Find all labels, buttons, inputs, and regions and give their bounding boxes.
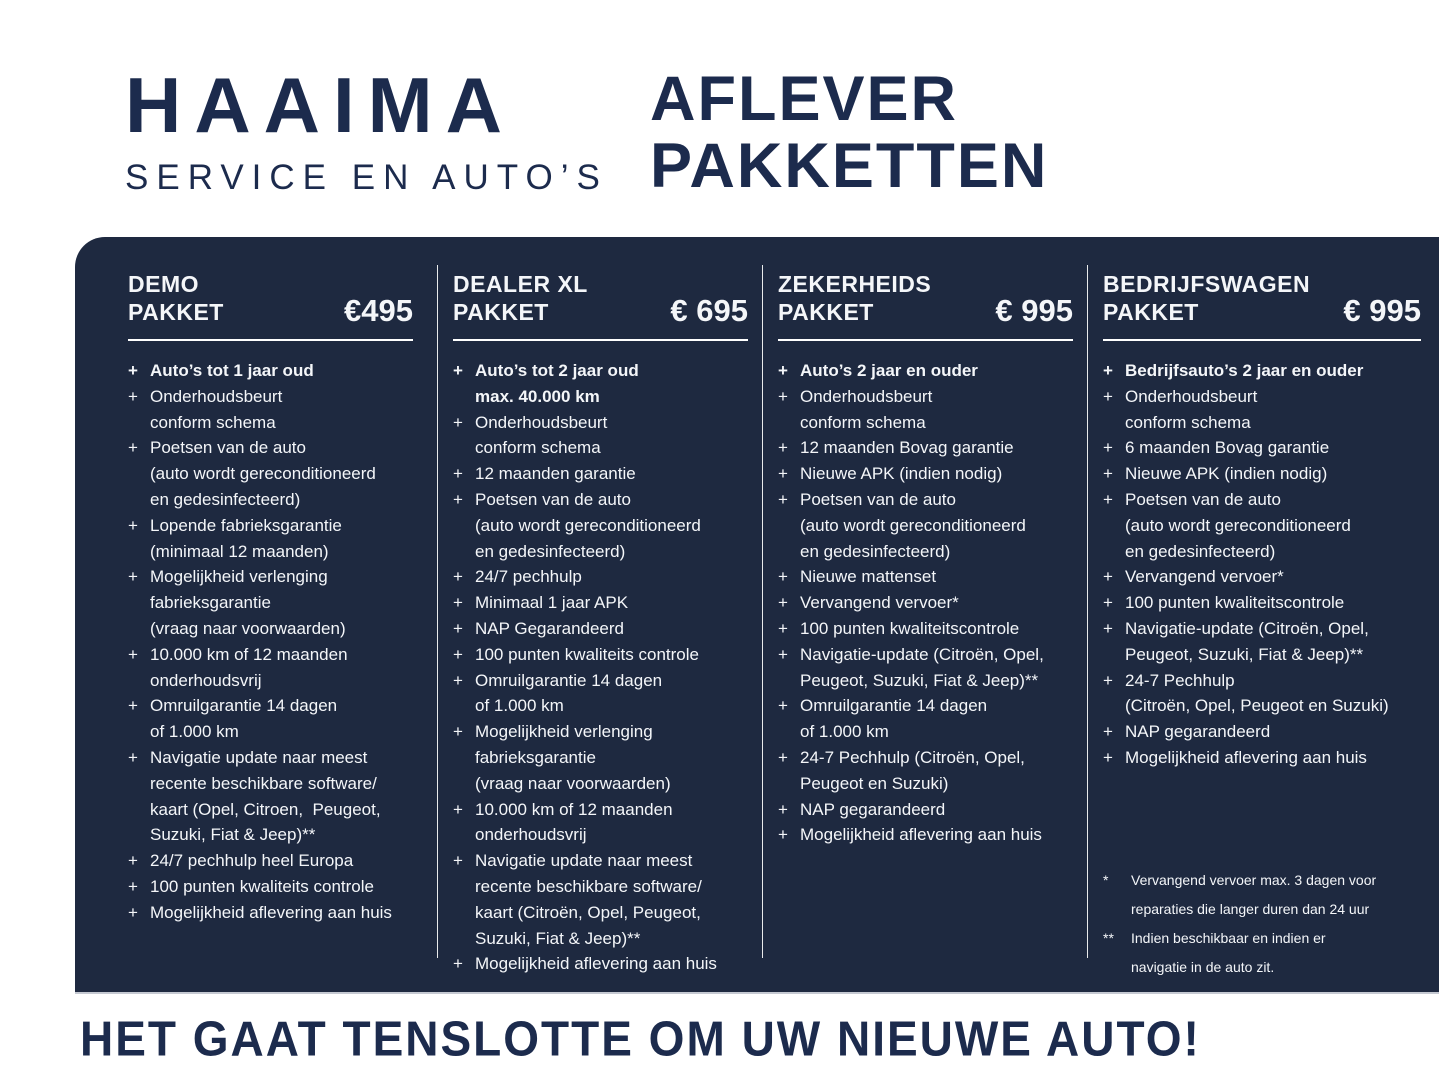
feature-line: max. 40.000 km	[475, 386, 600, 406]
feature-lines	[475, 668, 748, 720]
package-feature-item	[128, 874, 413, 900]
package-feature-item	[453, 461, 748, 487]
feature-lines	[800, 797, 1073, 823]
feature-lines	[150, 513, 413, 565]
footnote-lines	[1127, 866, 1421, 924]
plus-marker: +	[778, 748, 788, 768]
package-feature-item	[778, 822, 1073, 848]
package-feature-item	[1103, 384, 1421, 436]
feature-line: Auto’s tot 1 jaar oud	[150, 361, 314, 381]
package-feature-item	[1103, 487, 1421, 564]
plus-marker: +	[128, 851, 138, 871]
feature-lines	[800, 642, 1073, 694]
package-title-rule	[453, 339, 748, 341]
feature-line: 12 maanden Bovag garantie	[800, 438, 1014, 458]
package-feature-item	[778, 616, 1073, 642]
feature-lines	[800, 564, 1073, 590]
plus-marker: +	[1103, 593, 1113, 613]
feature-lines	[475, 358, 748, 410]
plus-marker: +	[453, 593, 463, 613]
feature-line: Mogelijkheid verlenging	[475, 722, 653, 742]
plus-marker: +	[778, 567, 788, 587]
package-name	[128, 270, 224, 326]
plus-marker: +	[453, 619, 463, 639]
feature-line: conform schema	[1125, 412, 1251, 432]
feature-line: Navigatie-update (Citroën, Opel,	[1125, 619, 1369, 639]
feature-lines	[475, 951, 748, 977]
package-feature-item	[1103, 719, 1421, 745]
feature-line: Navigatie-update (Citroën, Opel,	[800, 644, 1044, 664]
package-feature-item	[453, 668, 748, 720]
package-name-line2: PAKKET	[453, 299, 549, 326]
package-feature-list	[128, 358, 413, 926]
plus-marker: +	[1103, 464, 1113, 484]
feature-line: Omruilgarantie 14 dagen	[800, 696, 988, 716]
footnote-lines	[1127, 924, 1421, 982]
packages-row	[75, 237, 1439, 992]
plus-marker: +	[1103, 386, 1113, 406]
feature-line: 12 maanden garantie	[475, 464, 636, 484]
package-title-rule	[128, 339, 413, 341]
feature-lines	[150, 693, 413, 745]
feature-lines	[800, 435, 1073, 461]
plus-marker: +	[453, 851, 463, 871]
feature-lines	[1125, 461, 1421, 487]
feature-line: 24/7 pechhulp heel Europa	[150, 851, 354, 871]
package-column-4	[1087, 237, 1439, 992]
feature-lines	[150, 642, 413, 694]
feature-line: Peugeot en Suzuki)	[800, 773, 949, 793]
package-feature-item	[778, 797, 1073, 823]
footnote	[1103, 866, 1421, 924]
feature-lines	[800, 616, 1073, 642]
package-feature-list	[778, 358, 1073, 848]
package-feature-item	[778, 642, 1073, 694]
feature-line: Mogelijkheid verlenging	[150, 567, 328, 587]
plus-marker: +	[778, 799, 788, 819]
feature-line: onderhoudsvrij	[475, 825, 587, 845]
package-feature-item	[1103, 564, 1421, 590]
footnote-marker: **	[1103, 929, 1114, 946]
plus-marker: +	[1103, 567, 1113, 587]
feature-lines	[475, 616, 748, 642]
feature-line: 24-7 Pechhulp	[1125, 670, 1235, 690]
feature-line: Minimaal 1 jaar APK	[475, 593, 629, 613]
feature-line: 100 punten kwaliteits controle	[475, 644, 699, 664]
feature-lines	[1125, 590, 1421, 616]
feature-line: Vervangend vervoer*	[1125, 567, 1284, 587]
feature-lines	[800, 822, 1073, 848]
package-name-line2: PAKKET	[1103, 299, 1199, 326]
feature-line: Mogelijkheid aflevering aan huis	[150, 902, 392, 922]
feature-line: Onderhoudsbeurt	[1125, 386, 1258, 406]
feature-line: Suzuki, Fiat & Jeep)**	[475, 928, 641, 948]
brand-subtitle: SERVICE EN AUTO’S	[125, 158, 608, 197]
package-feature-item	[1103, 461, 1421, 487]
package-feature-item	[453, 719, 748, 796]
page-title-line2: PAKKETTEN	[650, 130, 1049, 201]
package-feature-item	[778, 435, 1073, 461]
package-feature-item	[1103, 668, 1421, 720]
feature-lines	[475, 461, 748, 487]
plus-marker: +	[778, 490, 788, 510]
package-header	[1103, 270, 1421, 329]
feature-line: Navigatie update naar meest	[150, 748, 368, 768]
feature-line: Poetsen van de auto	[150, 438, 306, 458]
feature-line: 100 punten kwaliteits controle	[150, 877, 374, 897]
plus-marker: +	[1103, 438, 1113, 458]
package-feature-item	[778, 461, 1073, 487]
plus-marker: +	[453, 954, 463, 974]
footnote	[1103, 924, 1421, 982]
feature-line: of 1.000 km	[800, 722, 889, 742]
feature-line: en gedesinfecteerd)	[150, 490, 301, 510]
package-name-line1: DEALER XL	[453, 271, 588, 297]
footnote-line: Indien beschikbaar en indien er	[1131, 929, 1326, 946]
plus-marker: +	[778, 386, 788, 406]
package-feature-item	[453, 642, 748, 668]
feature-line: fabrieksgarantie	[475, 748, 596, 768]
package-title-rule	[778, 339, 1073, 341]
feature-line: en gedesinfecteerd)	[1125, 541, 1276, 561]
feature-line: (auto wordt gereconditioneerd	[1125, 515, 1351, 535]
package-feature-item	[778, 590, 1073, 616]
package-column-1	[75, 237, 437, 992]
package-feature-item	[453, 487, 748, 564]
package-feature-item	[778, 745, 1073, 797]
package-column-3	[762, 237, 1087, 992]
footnote-marker: *	[1103, 871, 1109, 888]
feature-line: Omruilgarantie 14 dagen	[475, 670, 663, 690]
package-feature-item	[453, 797, 748, 849]
plus-marker: +	[453, 412, 463, 432]
feature-line: (Citroën, Opel, Peugeot en Suzuki)	[1125, 696, 1389, 716]
package-feature-item	[128, 745, 413, 848]
plus-marker: +	[453, 799, 463, 819]
feature-lines	[1125, 719, 1421, 745]
package-feature-item	[453, 951, 748, 977]
feature-line: recente beschikbare software/	[150, 773, 377, 793]
package-feature-item	[453, 590, 748, 616]
feature-lines	[800, 590, 1073, 616]
feature-line: kaart (Citroën, Opel, Peugeot,	[475, 902, 701, 922]
package-header	[453, 270, 748, 329]
plus-marker: +	[778, 593, 788, 613]
plus-marker: +	[778, 464, 788, 484]
package-name-line1: DEMO	[128, 271, 199, 297]
feature-lines	[800, 693, 1073, 745]
plus-marker: +	[128, 644, 138, 664]
feature-line: Auto’s 2 jaar en ouder	[800, 361, 978, 381]
plus-marker: +	[453, 722, 463, 742]
plus-marker: +	[128, 361, 138, 381]
feature-lines	[150, 900, 413, 926]
feature-lines	[150, 358, 413, 384]
plus-marker: +	[778, 696, 788, 716]
feature-line: conform schema	[150, 412, 276, 432]
package-feature-item	[128, 564, 413, 641]
plus-marker: +	[128, 386, 138, 406]
plus-marker: +	[128, 515, 138, 535]
feature-lines	[475, 642, 748, 668]
plus-marker: +	[1103, 670, 1113, 690]
plus-marker: +	[1103, 361, 1113, 381]
feature-lines	[150, 745, 413, 848]
feature-line: fabrieksgarantie	[150, 593, 271, 613]
feature-line: kaart (Opel, Citroen, Peugeot,	[150, 799, 381, 819]
feature-line: Vervangend vervoer*	[800, 593, 959, 613]
package-feature-item	[128, 693, 413, 745]
package-feature-item	[128, 848, 413, 874]
feature-lines	[150, 848, 413, 874]
feature-line: Mogelijkheid aflevering aan huis	[800, 825, 1042, 845]
feature-lines	[150, 874, 413, 900]
package-feature-item	[778, 487, 1073, 564]
package-feature-item	[453, 616, 748, 642]
feature-line: Navigatie update naar meest	[475, 851, 693, 871]
tagline: HET GAAT TENSLOTTE OM UW NIEUWE AUTO!	[80, 1011, 1201, 1067]
package-feature-item	[1103, 435, 1421, 461]
package-feature-item	[778, 693, 1073, 745]
feature-line: Auto’s tot 2 jaar oud	[475, 361, 639, 381]
package-feature-item	[778, 564, 1073, 590]
package-feature-item	[128, 384, 413, 436]
package-feature-item	[778, 358, 1073, 384]
feature-lines	[1125, 668, 1421, 720]
feature-lines	[475, 719, 748, 796]
package-feature-item	[453, 848, 748, 951]
plus-marker: +	[453, 670, 463, 690]
package-feature-item	[128, 513, 413, 565]
package-feature-item	[1103, 616, 1421, 668]
plus-marker: +	[778, 644, 788, 664]
package-feature-item	[128, 642, 413, 694]
package-name	[778, 270, 931, 326]
page-title	[650, 66, 1048, 200]
feature-lines	[800, 745, 1073, 797]
feature-line: Peugeot, Suzuki, Fiat & Jeep)**	[800, 670, 1039, 690]
plus-marker: +	[453, 567, 463, 587]
feature-line: (vraag naar voorwaarden)	[475, 773, 671, 793]
plus-marker: +	[1103, 748, 1113, 768]
feature-line: Poetsen van de auto	[800, 490, 956, 510]
feature-lines	[1125, 487, 1421, 564]
feature-lines	[475, 797, 748, 849]
feature-line: (vraag naar voorwaarden)	[150, 619, 346, 639]
package-column-2	[437, 237, 762, 992]
feature-line: (auto wordt gereconditioneerd	[800, 515, 1026, 535]
feature-line: (auto wordt gereconditioneerd	[150, 464, 376, 484]
feature-line: conform schema	[800, 412, 926, 432]
plus-marker: +	[778, 438, 788, 458]
package-name-line2: PAKKET	[778, 299, 874, 326]
feature-line: onderhoudsvrij	[150, 670, 262, 690]
feature-line: (minimaal 12 maanden)	[150, 541, 329, 561]
feature-lines	[1125, 358, 1421, 384]
feature-line: Nieuwe APK (indien nodig)	[800, 464, 1003, 484]
package-feature-item	[1103, 745, 1421, 771]
package-feature-item	[128, 435, 413, 512]
package-header	[128, 270, 413, 329]
feature-line: 10.000 km of 12 maanden	[150, 644, 348, 664]
feature-line: Nieuwe mattenset	[800, 567, 937, 587]
feature-line: Bedrijfsauto’s 2 jaar en ouder	[1125, 361, 1364, 381]
package-feature-list	[453, 358, 748, 977]
feature-line: Suzuki, Fiat & Jeep)**	[150, 825, 316, 845]
feature-lines	[150, 384, 413, 436]
feature-lines	[1125, 435, 1421, 461]
feature-line: 24-7 Pechhulp (Citroën, Opel,	[800, 748, 1025, 768]
feature-line: recente beschikbare software/	[475, 877, 702, 897]
feature-line: Mogelijkheid aflevering aan huis	[475, 954, 717, 974]
plus-marker: +	[1103, 619, 1113, 639]
footnote-line: reparaties die langer duren dan 24 uur	[1131, 900, 1370, 917]
package-feature-item	[453, 410, 748, 462]
feature-lines	[475, 590, 748, 616]
plus-marker: +	[778, 619, 788, 639]
feature-line: Peugeot, Suzuki, Fiat & Jeep)**	[1125, 644, 1364, 664]
feature-line: Lopende fabrieksgarantie	[150, 515, 342, 535]
package-header	[778, 270, 1073, 329]
brand-name: HAAIMA	[125, 61, 515, 149]
feature-line: Onderhoudsbeurt	[150, 386, 283, 406]
feature-lines	[1125, 745, 1421, 771]
feature-line: conform schema	[475, 438, 601, 458]
feature-line: Poetsen van de auto	[475, 490, 631, 510]
package-name	[453, 270, 588, 326]
feature-lines	[150, 564, 413, 641]
package-feature-item	[453, 358, 748, 410]
package-feature-item	[1103, 358, 1421, 384]
package-price: € 995	[995, 293, 1073, 329]
package-name	[1103, 270, 1310, 326]
feature-line: Onderhoudsbeurt	[475, 412, 608, 432]
feature-lines	[1125, 616, 1421, 668]
feature-lines	[475, 564, 748, 590]
feature-line: of 1.000 km	[150, 722, 239, 742]
feature-lines	[475, 848, 748, 951]
plus-marker: +	[1103, 490, 1113, 510]
feature-line: en gedesinfecteerd)	[800, 541, 951, 561]
package-feature-item	[453, 564, 748, 590]
package-name-line1: BEDRIJFSWAGEN	[1103, 271, 1311, 297]
package-price: € 695	[670, 293, 748, 329]
feature-line: NAP gegarandeerd	[800, 799, 946, 819]
package-feature-item	[128, 900, 413, 926]
package-price: € 995	[1343, 293, 1421, 329]
feature-lines	[1125, 384, 1421, 436]
plus-marker: +	[128, 748, 138, 768]
feature-line: Nieuwe APK (indien nodig)	[1125, 464, 1328, 484]
package-feature-item	[1103, 590, 1421, 616]
footnotes	[1103, 866, 1421, 982]
footnote-line: navigatie in de auto zit.	[1131, 958, 1275, 975]
plus-marker: +	[128, 902, 138, 922]
feature-lines	[800, 487, 1073, 564]
feature-line: Omruilgarantie 14 dagen	[150, 696, 338, 716]
package-feature-item	[128, 358, 413, 384]
feature-line: NAP Gegarandeerd	[475, 619, 625, 639]
plus-marker: +	[453, 361, 463, 381]
package-feature-list	[1103, 358, 1421, 771]
feature-lines	[475, 487, 748, 564]
feature-line: Mogelijkheid aflevering aan huis	[1125, 748, 1367, 768]
feature-line: 100 punten kwaliteitscontrole	[800, 619, 1020, 639]
plus-marker: +	[128, 877, 138, 897]
plus-marker: +	[778, 825, 788, 845]
plus-marker: +	[128, 696, 138, 716]
feature-line: en gedesinfecteerd)	[475, 541, 626, 561]
plus-marker: +	[453, 490, 463, 510]
plus-marker: +	[453, 464, 463, 484]
feature-line: 6 maanden Bovag garantie	[1125, 438, 1330, 458]
feature-line: NAP gegarandeerd	[1125, 722, 1271, 742]
page-title-line1: AFLEVER	[650, 64, 959, 134]
packages-panel	[75, 237, 1439, 992]
feature-line: Onderhoudsbeurt	[800, 386, 933, 406]
footnote-line: Vervangend vervoer max. 3 dagen voor	[1131, 871, 1377, 888]
package-name-line2: PAKKET	[128, 299, 224, 326]
package-price: €495	[344, 293, 413, 329]
feature-lines	[800, 461, 1073, 487]
feature-lines	[800, 358, 1073, 384]
feature-line: of 1.000 km	[475, 696, 564, 716]
feature-lines	[1125, 564, 1421, 590]
feature-lines	[800, 384, 1073, 436]
package-feature-item	[778, 384, 1073, 436]
plus-marker: +	[128, 567, 138, 587]
feature-line: 100 punten kwaliteitscontrole	[1125, 593, 1345, 613]
feature-line: 24/7 pechhulp	[475, 567, 582, 587]
package-name-line1: ZEKERHEIDS	[778, 271, 932, 297]
plus-marker: +	[453, 644, 463, 664]
plus-marker: +	[128, 438, 138, 458]
feature-line: (auto wordt gereconditioneerd	[475, 515, 701, 535]
package-title-rule	[1103, 339, 1421, 341]
feature-lines	[150, 435, 413, 512]
feature-line: Poetsen van de auto	[1125, 490, 1281, 510]
brand-logo	[125, 61, 608, 198]
feature-line: 10.000 km of 12 maanden	[475, 799, 673, 819]
plus-marker: +	[778, 361, 788, 381]
feature-lines	[475, 410, 748, 462]
plus-marker: +	[1103, 722, 1113, 742]
